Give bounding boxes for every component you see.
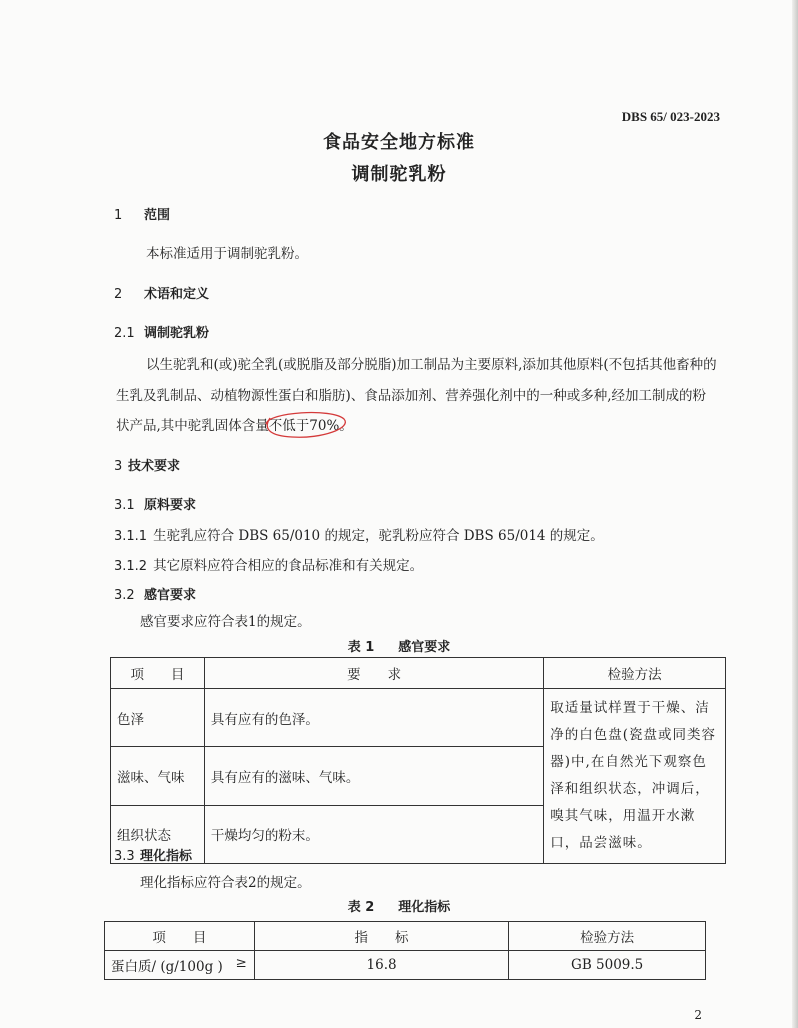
section-2-1-heading	[114, 322, 209, 341]
document-subtitle: 调制驼乳粉	[351, 164, 447, 185]
header-method: 检验方法	[509, 922, 706, 951]
definition-line-2: 生乳及乳制品、动植物源性蛋白和脂肪)、食品添加剂、营养强化剂中的一种或多种,经加工制成的粉	[116, 388, 707, 404]
section-3-1-1	[114, 524, 604, 544]
section-title: 术语和定义	[144, 287, 210, 302]
header-item: 项 目	[111, 658, 205, 689]
section-title: 理化指标	[140, 849, 193, 864]
section-3-2-heading	[114, 584, 196, 603]
red-circle-annotation	[262, 410, 348, 440]
section-number: 3.1	[114, 498, 135, 513]
row-requirement: 具有应有的滋味、气味。	[204, 747, 543, 805]
table-row	[111, 689, 726, 747]
section-2-heading	[114, 283, 209, 302]
section-title: 范围	[144, 208, 171, 223]
page-edge-shadow	[792, 0, 798, 1028]
caption-number: 表 1	[347, 640, 375, 655]
header-item: 项 目	[105, 922, 255, 951]
caption-number: 表 2	[347, 900, 375, 915]
table-row	[105, 951, 706, 980]
section-1-text: 本标准适用于调制驼乳粉。	[146, 246, 308, 262]
table-2-caption	[0, 896, 798, 915]
row-requirement: 干燥均匀的粉末。	[204, 805, 543, 863]
inspection-method: 取适量试样置于干燥、洁净的白色盘(瓷盘或同类容器)中,在自然光下观察色泽和组织状态，冲调后，嗅其气味，用温开水漱口，品尝滋味。	[544, 689, 726, 864]
section-title: 调制驼乳粉	[144, 326, 210, 341]
section-title: 原料要求	[144, 498, 197, 513]
caption-title: 理化指标	[398, 900, 451, 915]
section-number: 3.1.1	[114, 529, 148, 544]
section-number: 3	[114, 459, 123, 474]
highlighted-requirement: 不低于70%。	[268, 418, 353, 434]
section-text: 生驼乳应符合 DBS 65/010 的规定，驼乳粉应符合 DBS 65/014 的规定。	[153, 528, 604, 544]
document-title: 食品安全地方标准	[323, 132, 475, 153]
section-3-heading	[114, 455, 180, 474]
table-header-row	[111, 658, 726, 689]
section-number: 2.1	[114, 326, 135, 341]
header-requirement: 要 求	[204, 658, 543, 689]
section-3-3-text: 理化指标应符合表2的规定。	[140, 875, 311, 891]
definition-line-1: 以生驼乳和(或)驼全乳(或脱脂及部分脱脂)加工制品为主要原料,添加其他原料(不包括其他畜种的	[146, 357, 717, 373]
section-3-1-heading	[114, 494, 196, 513]
section-number: 3.1.2	[114, 559, 148, 574]
section-3-2-text: 感官要求应符合表1的规定。	[140, 614, 311, 630]
row-requirement: 具有应有的色泽。	[204, 689, 543, 747]
row-item: 色泽	[111, 689, 205, 747]
comparison-operator: ≥	[235, 955, 247, 971]
section-title: 技术要求	[128, 459, 181, 474]
row-item	[105, 951, 255, 980]
row-method: GB 5009.5	[509, 951, 706, 980]
sensory-requirements-table	[110, 657, 726, 864]
section-title: 感官要求	[144, 588, 197, 603]
section-text: 其它原料应符合相应的食品标准和有关规定。	[153, 558, 424, 574]
section-number: 2	[114, 287, 123, 302]
section-3-1-2	[114, 554, 423, 574]
header-method: 检验方法	[544, 658, 726, 689]
page-number: 2	[694, 1008, 702, 1022]
item-label: 蛋白质/ (g/100g )	[111, 959, 223, 975]
document-code: DBS 65/ 023-2023	[621, 109, 720, 124]
header-index: 指 标	[254, 922, 509, 951]
definition-line-3-start: 状产品,其中驼乳固体含量	[116, 418, 269, 434]
row-value: 16.8	[254, 951, 509, 980]
table-1-caption	[0, 636, 798, 655]
row-item: 组织状态	[111, 805, 205, 863]
caption-title: 感官要求	[398, 640, 451, 655]
section-number: 1	[114, 208, 123, 223]
section-3-3-heading	[114, 845, 192, 864]
section-number: 3.2	[114, 588, 135, 603]
table-header-row	[105, 922, 706, 951]
section-number: 3.3	[114, 849, 135, 864]
row-item: 滋味、气味	[111, 747, 205, 805]
physicochemical-table	[104, 921, 706, 980]
section-1-heading	[114, 204, 170, 223]
